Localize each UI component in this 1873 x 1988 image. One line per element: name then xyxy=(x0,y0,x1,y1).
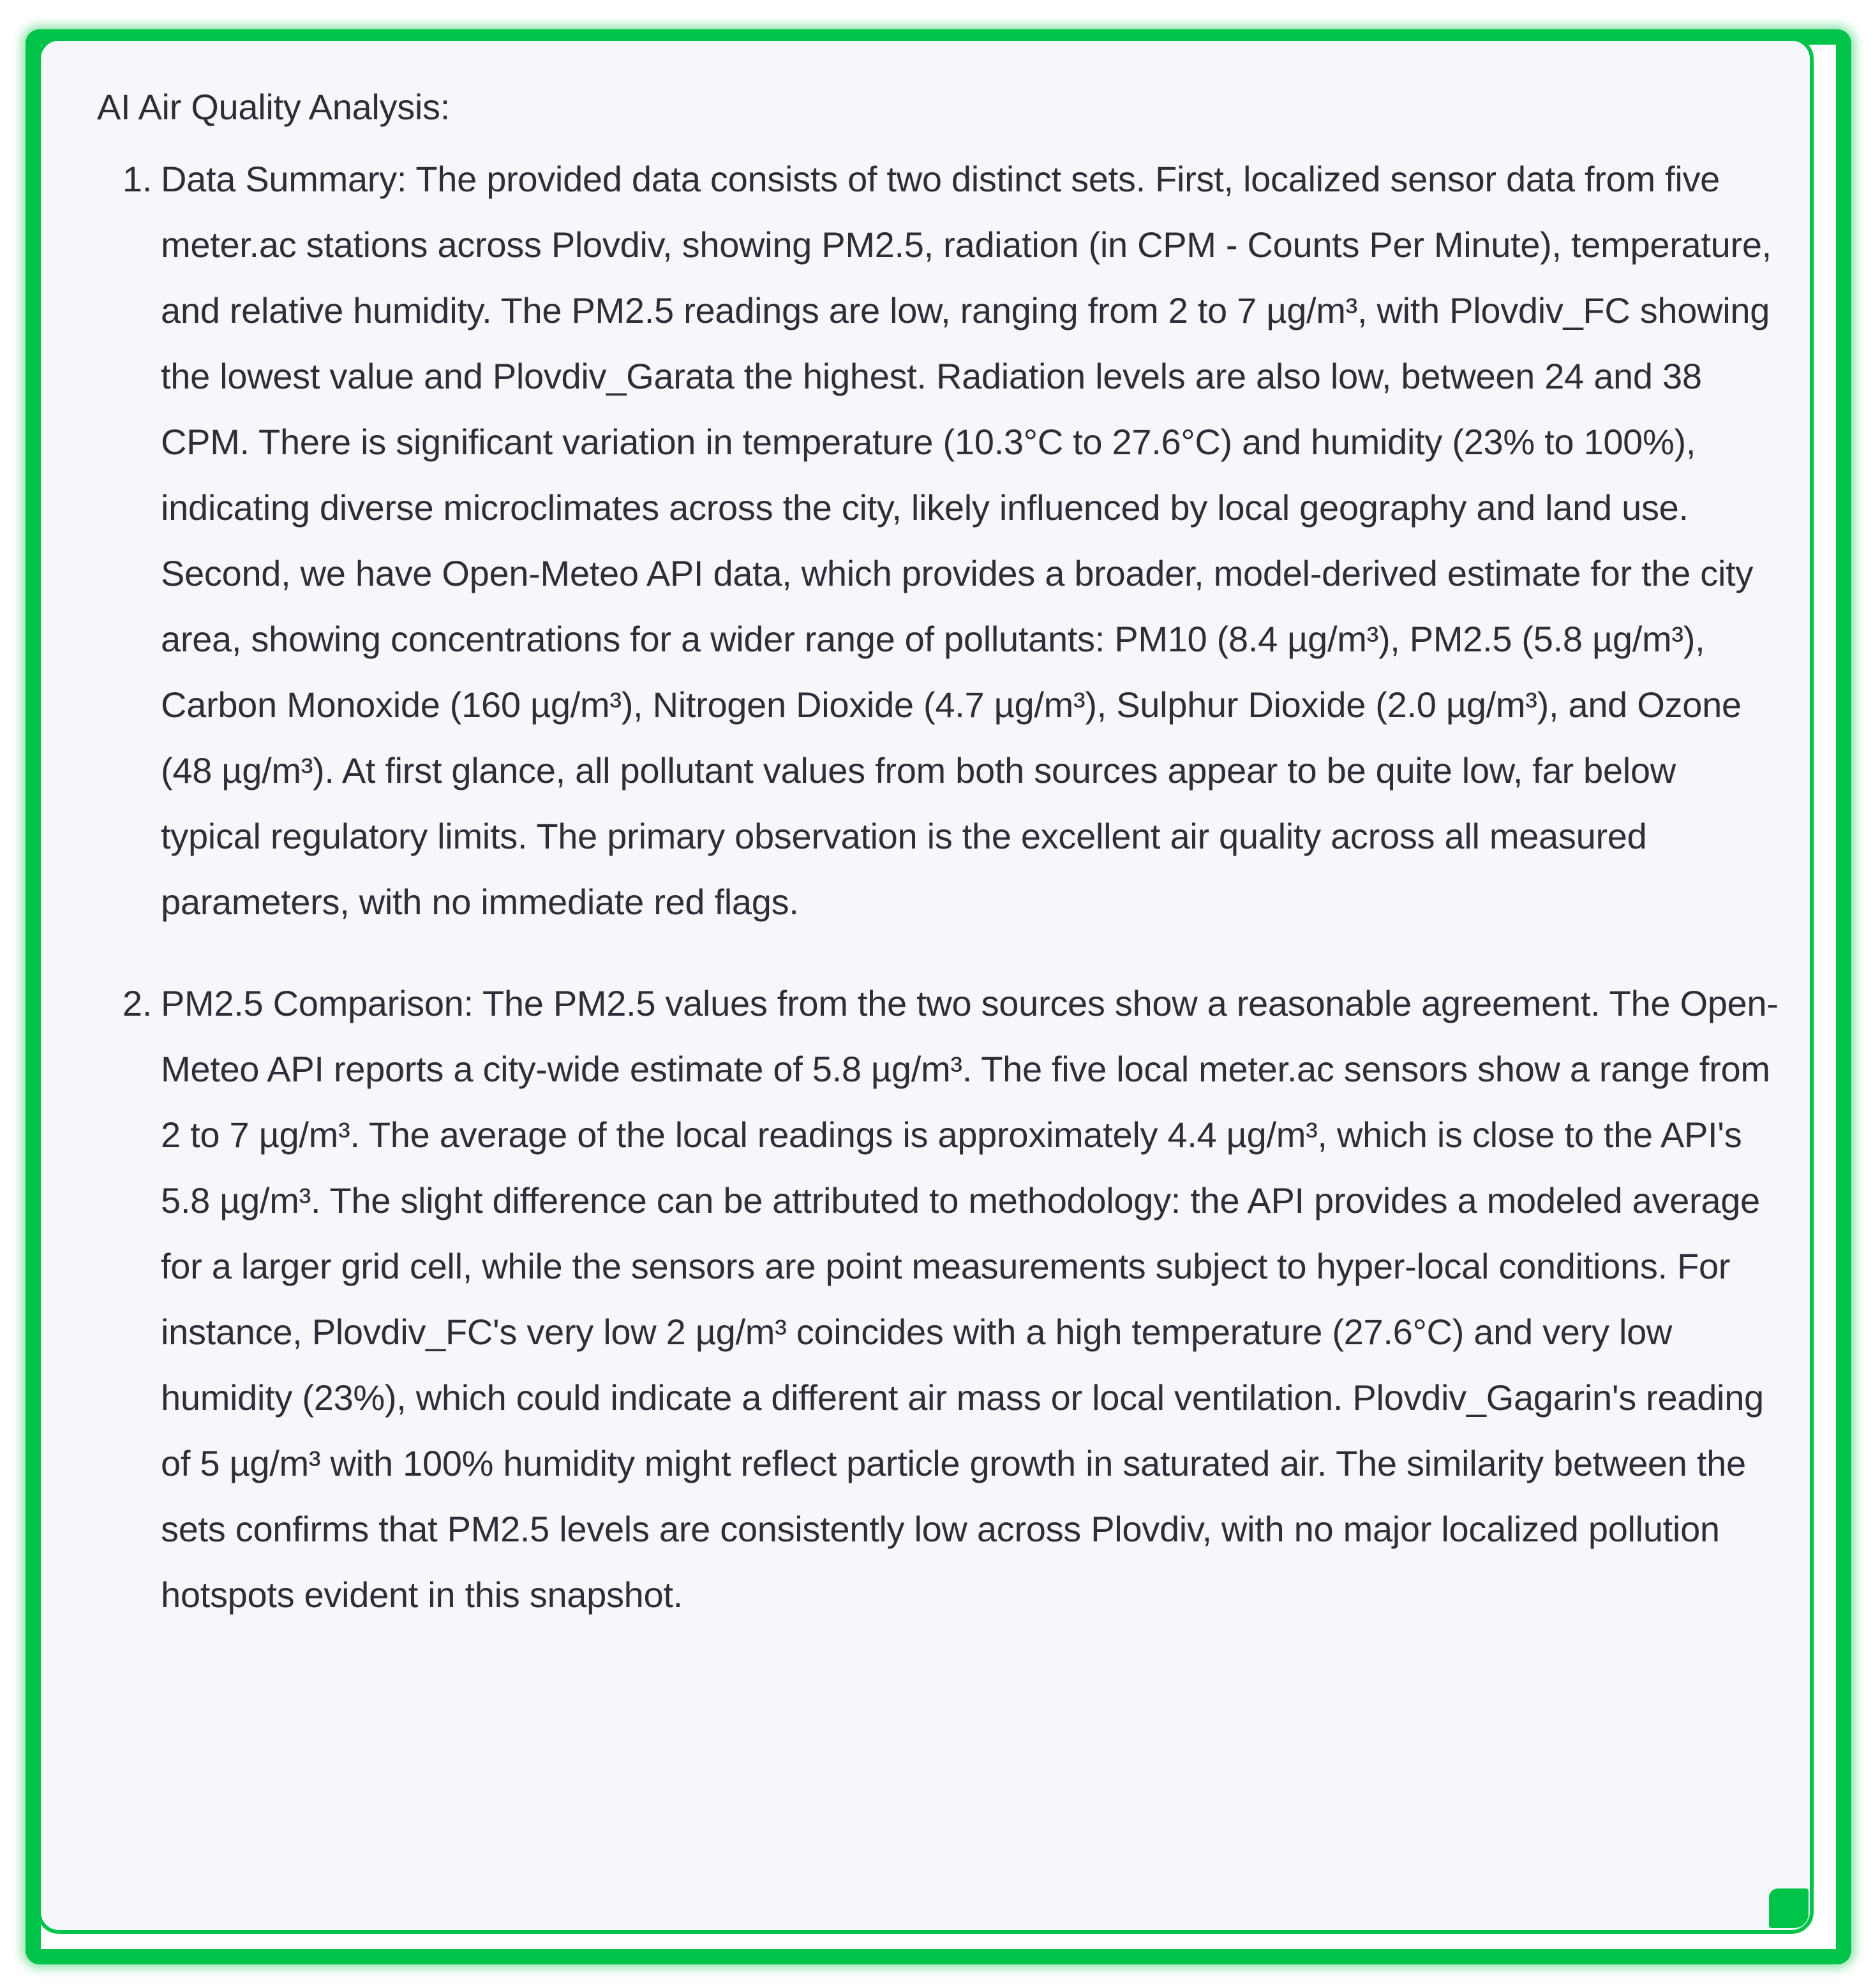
analysis-content xyxy=(97,74,1782,1628)
analysis-heading: AI Air Quality Analysis: xyxy=(97,87,451,127)
list-item-number: 2. xyxy=(122,983,152,1023)
analysis-list xyxy=(97,146,1782,1628)
resize-handle-icon[interactable] xyxy=(1769,1888,1809,1928)
analysis-text-area[interactable] xyxy=(37,37,1814,1934)
analysis-item-data-summary xyxy=(97,146,1782,935)
list-item-text: Data Summary: The provided data consists of two distinct sets. First, localized sensor data from five meter.ac stations across Plovdiv, showing PM2.5, radiation (in CPM - Counts Per Minute), temperature, and relative humidity. The PM2.5 readings are low, ranging from 2 to 7 µg/m³, with Plovdiv_FC showing the lowest value and Plovdiv_Garata the highest. Radiation levels are also low, between 24 and 38 CPM. There is significant variation in temperature (10.3°C to 27.6°C) and humidity (23% to 100%), indicating diverse microclimates across the city, likely influenced by local geography and land use. Second, we have Open-Meteo API data, which provides a broader, model-derived estimate for the city area, showing concentrations for a wider range of pollutants: PM10 (8.4 µg/m³), PM2.5 (5.8 µg/m³), Carbon Monoxide (160 µg/m³), Nitrogen Dioxide (4.7 µg/m³), Sulphur Dioxide (2.0 µg/m³), and Ozone (48 µg/m³). At first glance, all pollutant values from both sources appear to be quite low, far below typical regulatory limits. The primary observation is the excellent air quality across all measured parameters, with no immediate red flags. xyxy=(161,159,1772,922)
list-item-text: PM2.5 Comparison: The PM2.5 values from the two sources show a reasonable agreement. The Open-Meteo API reports a city-wide estimate of 5.8 µg/m³. The five local meter.ac sensors show a range from 2 to 7 µg/m³. The average of the local readings is approximately 4.4 µg/m³, which is close to the API's 5.8 µg/m³. The slight difference can be attributed to methodology: the API provides a modeled average for a larger grid cell, while the sensors are point measurements subject to hyper-local conditions. For instance, Plovdiv_FC's very low 2 µg/m³ coincides with a high temperature (27.6°C) and very low humidity (23%), which could indicate a different air mass or local ventilation. Plovdiv_Gagarin's reading of 5 µg/m³ with 100% humidity might reflect particle growth in saturated air. The similarity between the sets confirms that PM2.5 levels are consistently low across Plovdiv, with no major localized pollution hotspots evident in this snapshot. xyxy=(161,983,1779,1615)
list-item-number: 1. xyxy=(122,159,152,199)
analysis-item-pm25-comparison xyxy=(97,970,1782,1628)
